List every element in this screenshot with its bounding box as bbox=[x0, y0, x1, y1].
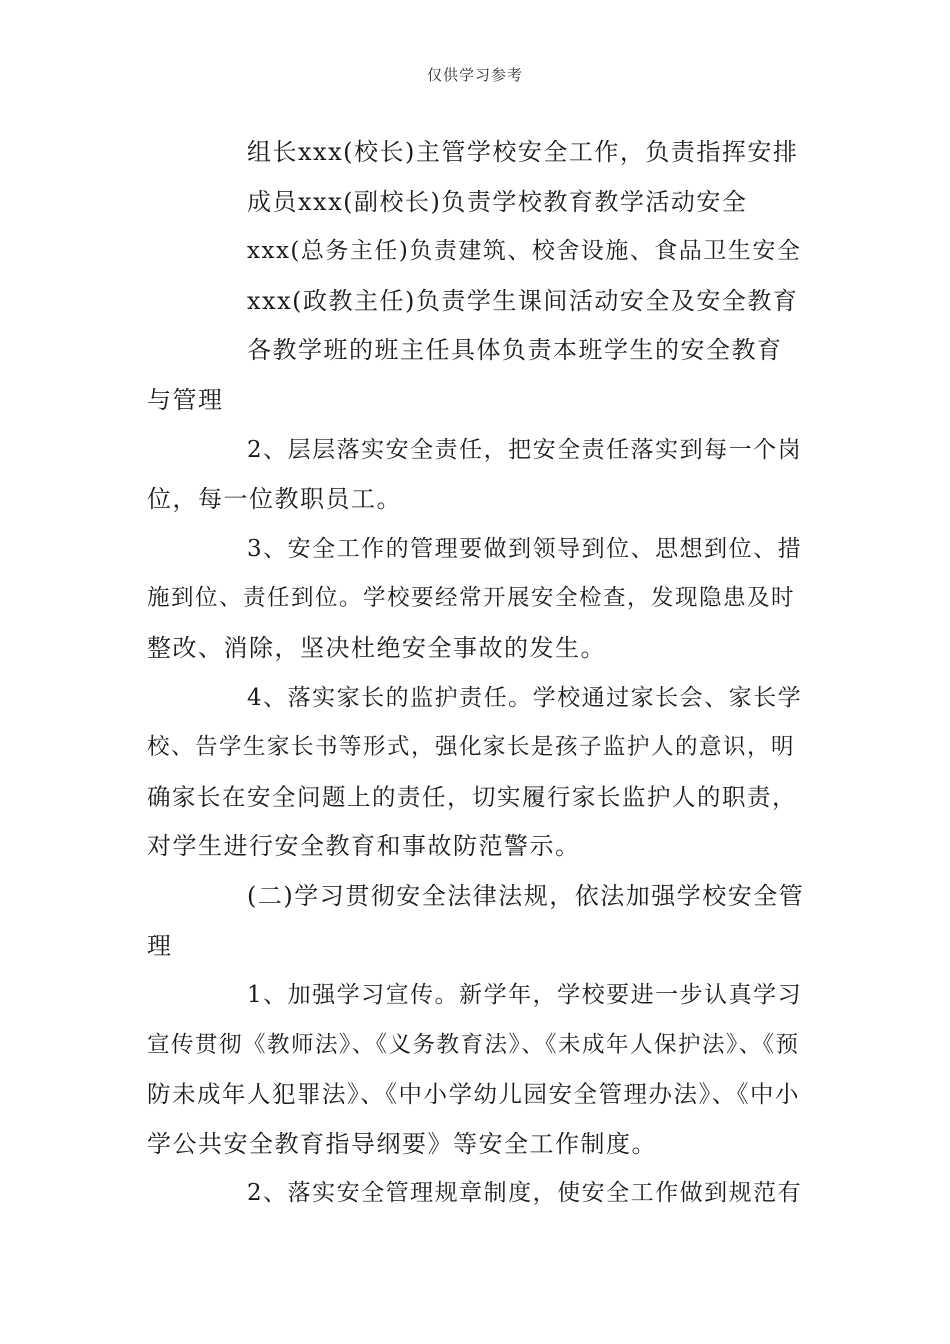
text-line: 2、层层落实安全责任，把安全责任落实到每一个岗 bbox=[247, 436, 803, 463]
text-line: 施到位、责任到位。学校要经常开展安全检查，发现隐患及时 bbox=[147, 585, 796, 612]
text-line: 与管理 bbox=[147, 385, 224, 414]
text-line: 组长xxx(校长)主管学校安全工作，负责指挥安排 bbox=[247, 138, 799, 166]
text-line: 理 bbox=[147, 931, 173, 960]
text-line: 防未成年人犯罪法》、《中小学幼儿园安全管理办法》、《中小 bbox=[147, 1080, 800, 1109]
text-line: 各教学班的班主任具体负责本班学生的安全教育 bbox=[247, 336, 783, 365]
text-line: (二)学习贯彻安全法律法规，依法加强学校安全管 bbox=[247, 881, 805, 910]
text-line: 1、加强学习宣传。新学年，学校要进一步认真学习 bbox=[247, 982, 803, 1009]
text-line: 对学生进行安全教育和事故防范警示。 bbox=[147, 832, 581, 861]
text-line: 整改、消除，坚决杜绝安全事故的发生。 bbox=[147, 633, 606, 662]
page-header: 仅供学习参考 bbox=[426, 66, 523, 84]
text-line: 确家长在安全问题上的责任，切实履行家长监护人的职责， bbox=[147, 782, 797, 811]
text-line: xxx(政教主任)负责学生课间活动安全及安全教育 bbox=[247, 286, 799, 315]
text-line: 成员xxx(副校长)负责学校教育教学活动安全 bbox=[247, 187, 748, 216]
text-line: xxx(总务主任)负责建筑、校舍设施、食品卫生安全 bbox=[247, 238, 802, 265]
text-line: 4、落实家长的监护责任。学校通过家长会、家长学 bbox=[247, 684, 803, 711]
text-line: 校、告学生家长书等形式，强化家长是孩子监护人的意识，明 bbox=[147, 734, 796, 761]
text-line: 宣传贯彻《教师法》、《义务教育法》、《未成年人保护法》、《预 bbox=[147, 1031, 800, 1058]
text-line: 学公共安全教育指导纲要》等安全工作制度。 bbox=[147, 1129, 657, 1158]
text-line: 2、落实安全管理规章制度，使安全工作做到规范有 bbox=[247, 1180, 803, 1207]
document-body bbox=[147, 128, 807, 1219]
text-line: 3、安全工作的管理要做到领导到位、思想到位、措 bbox=[247, 535, 803, 562]
text-line: 位，每一位教职员工。 bbox=[147, 485, 402, 514]
